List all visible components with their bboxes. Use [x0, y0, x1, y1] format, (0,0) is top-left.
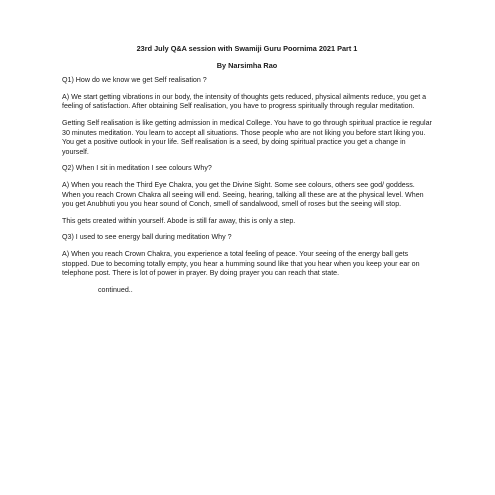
question-2: Q2) When I sit in meditation I see colours Why? — [62, 164, 212, 173]
continued-note: continued.. — [98, 285, 133, 294]
answer-1: A) We start getting vibrations in our body, the intensity of thoughts gets reduced, physical ailments reduce, you get a feeling of satisfaction. After obtaining Self realisation, you have to progress spiritually through regular meditation. — [62, 92, 427, 111]
document-page — [62, 44, 432, 295]
question-3: Q3) I used to see energy ball during meditation Why ? — [62, 233, 232, 242]
answer-2: A) When you reach the Third Eye Chakra, you get the Divine Sight. Some see colours, others see god/ goddess. When you reach Crown Chakra all seeing will end. Seeing, hearing, talking all these are at the physical level. When you get Anubhuti you you hear sound of Conch, smell of sandalwood, smell of roses but the seeing will stop. — [62, 180, 424, 209]
document-byline: By Narsimha Rao — [216, 60, 278, 70]
question-1: Q1) How do we know we get Self realisation ? — [62, 76, 207, 85]
answer-1-continued: Getting Self realisation is like getting admission in medical College. You have to go through spiritual practice ie regular 30 minutes meditation. You learn to accept all situations. Those people who are not liking you before start liking you. You get a positive outlook in your life. Self realisation is a seed, by doing spiritual practice you get a change in yourself. — [62, 118, 432, 156]
answer-3: A) When you reach Crown Chakra, you experience a total feeling of peace. Your seeing of the energy ball gets stopped. Due to becoming totally empty, you hear a humming sound like that you hear when you keep your ear on telephone post. There is lot of power in prayer. By doing prayer you can reach that state. — [62, 249, 420, 278]
answer-2-continued: This gets created within yourself. Abode is still far away, this is only a step. — [62, 216, 296, 225]
document-title: 23rd July Q&A session with Swamiji Guru Poornima 2021 Part 1 — [136, 44, 358, 53]
